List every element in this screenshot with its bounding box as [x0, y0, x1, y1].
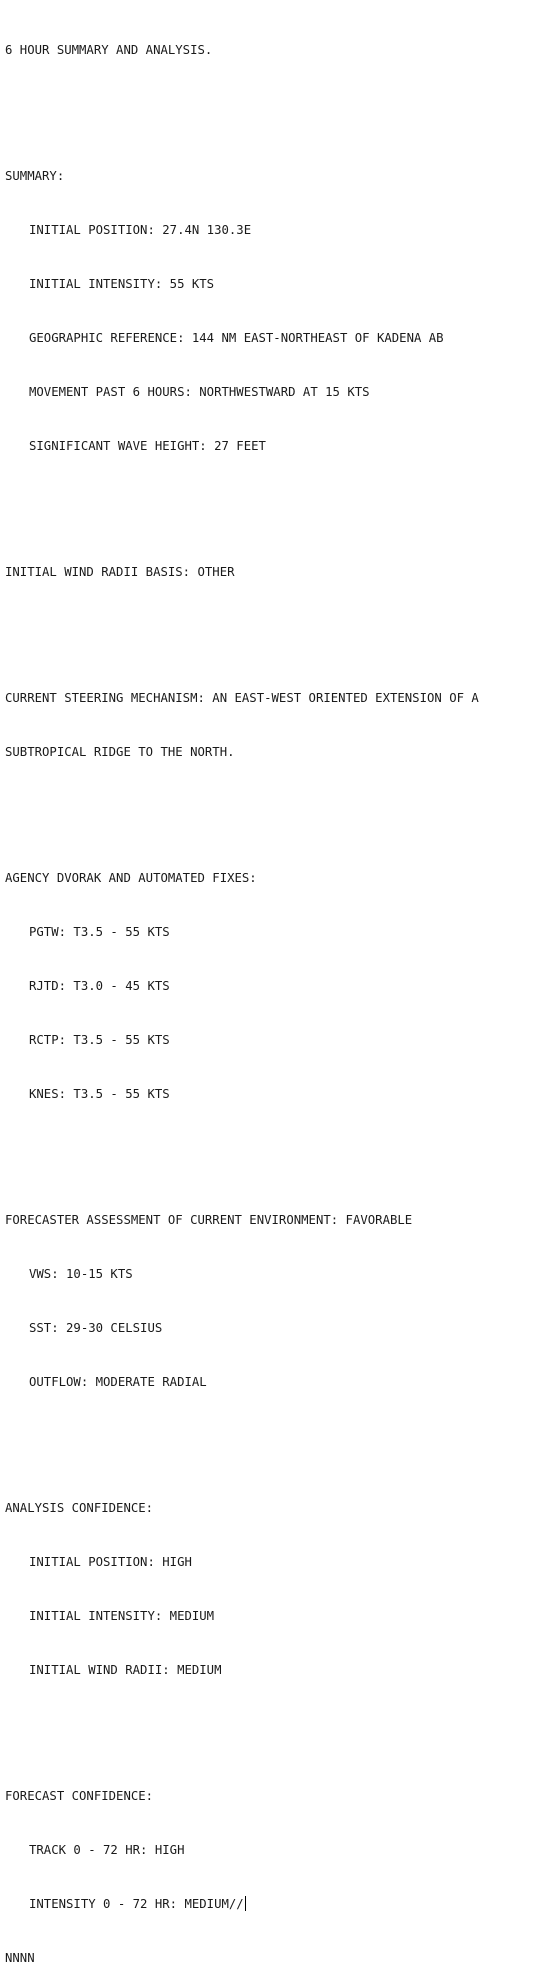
wind-radii-basis: INITIAL WIND RADII BASIS: OTHER — [5, 565, 235, 579]
steering-mechanism-line-1: CURRENT STEERING MECHANISM: AN EAST-WEST ORIENTED EXTENSION OF A — [5, 691, 479, 705]
summary-heading: SUMMARY: — [5, 169, 65, 183]
blank-line — [5, 95, 539, 113]
dvorak-fix-pgtw: PGTW: T3.5 - 55 KTS — [29, 925, 170, 939]
blank-line — [5, 617, 539, 635]
text-cursor — [245, 1896, 246, 1911]
summary-initial-position: INITIAL POSITION: 27.4N 130.3E — [29, 223, 252, 237]
summary-geographic-reference: GEOGRAPHIC REFERENCE: 144 NM EAST-NORTHEAST OF KADENA AB — [29, 331, 444, 345]
dvorak-heading: AGENCY DVORAK AND AUTOMATED FIXES: — [5, 871, 257, 885]
blank-line — [5, 1715, 539, 1733]
environment-vws: VWS: 10-15 KTS — [29, 1267, 133, 1281]
summary-movement: MOVEMENT PAST 6 HOURS: NORTHWESTWARD AT 15 KTS — [29, 385, 370, 399]
analysis-confidence-position: INITIAL POSITION: HIGH — [29, 1555, 192, 1569]
dvorak-fix-rjtd: RJTD: T3.0 - 45 KTS — [29, 979, 170, 993]
document-footer: NNNN — [5, 1951, 35, 1965]
summary-wave-height: SIGNIFICANT WAVE HEIGHT: 27 FEET — [29, 439, 266, 453]
blank-line — [5, 1427, 539, 1445]
forecast-confidence-intensity-line — [5, 1895, 539, 1913]
blank-line — [5, 491, 539, 509]
blank-line — [5, 1139, 539, 1157]
forecast-confidence-track: TRACK 0 - 72 HR: HIGH — [29, 1843, 185, 1857]
analysis-confidence-heading: ANALYSIS CONFIDENCE: — [5, 1501, 154, 1515]
analysis-confidence-wind-radii: INITIAL WIND RADII: MEDIUM — [29, 1663, 222, 1677]
analysis-confidence-intensity: INITIAL INTENSITY: MEDIUM — [29, 1609, 215, 1623]
summary-initial-intensity: INITIAL INTENSITY: 55 KTS — [29, 277, 215, 291]
environment-sst: SST: 29-30 CELSIUS — [29, 1321, 163, 1335]
forecast-confidence-intensity: INTENSITY 0 - 72 HR: MEDIUM// — [29, 1897, 244, 1911]
environment-outflow: OUTFLOW: MODERATE RADIAL — [29, 1375, 207, 1389]
dvorak-fix-knes: KNES: T3.5 - 55 KTS — [29, 1087, 170, 1101]
environment-heading: FORECASTER ASSESSMENT OF CURRENT ENVIRONMENT: FAVORABLE — [5, 1213, 413, 1227]
blank-line — [5, 797, 539, 815]
document-header: 6 HOUR SUMMARY AND ANALYSIS. — [5, 43, 213, 57]
steering-mechanism-line-2: SUBTROPICAL RIDGE TO THE NORTH. — [5, 745, 235, 759]
dvorak-fix-rctp: RCTP: T3.5 - 55 KTS — [29, 1033, 170, 1047]
forecast-confidence-heading: FORECAST CONFIDENCE: — [5, 1789, 154, 1803]
